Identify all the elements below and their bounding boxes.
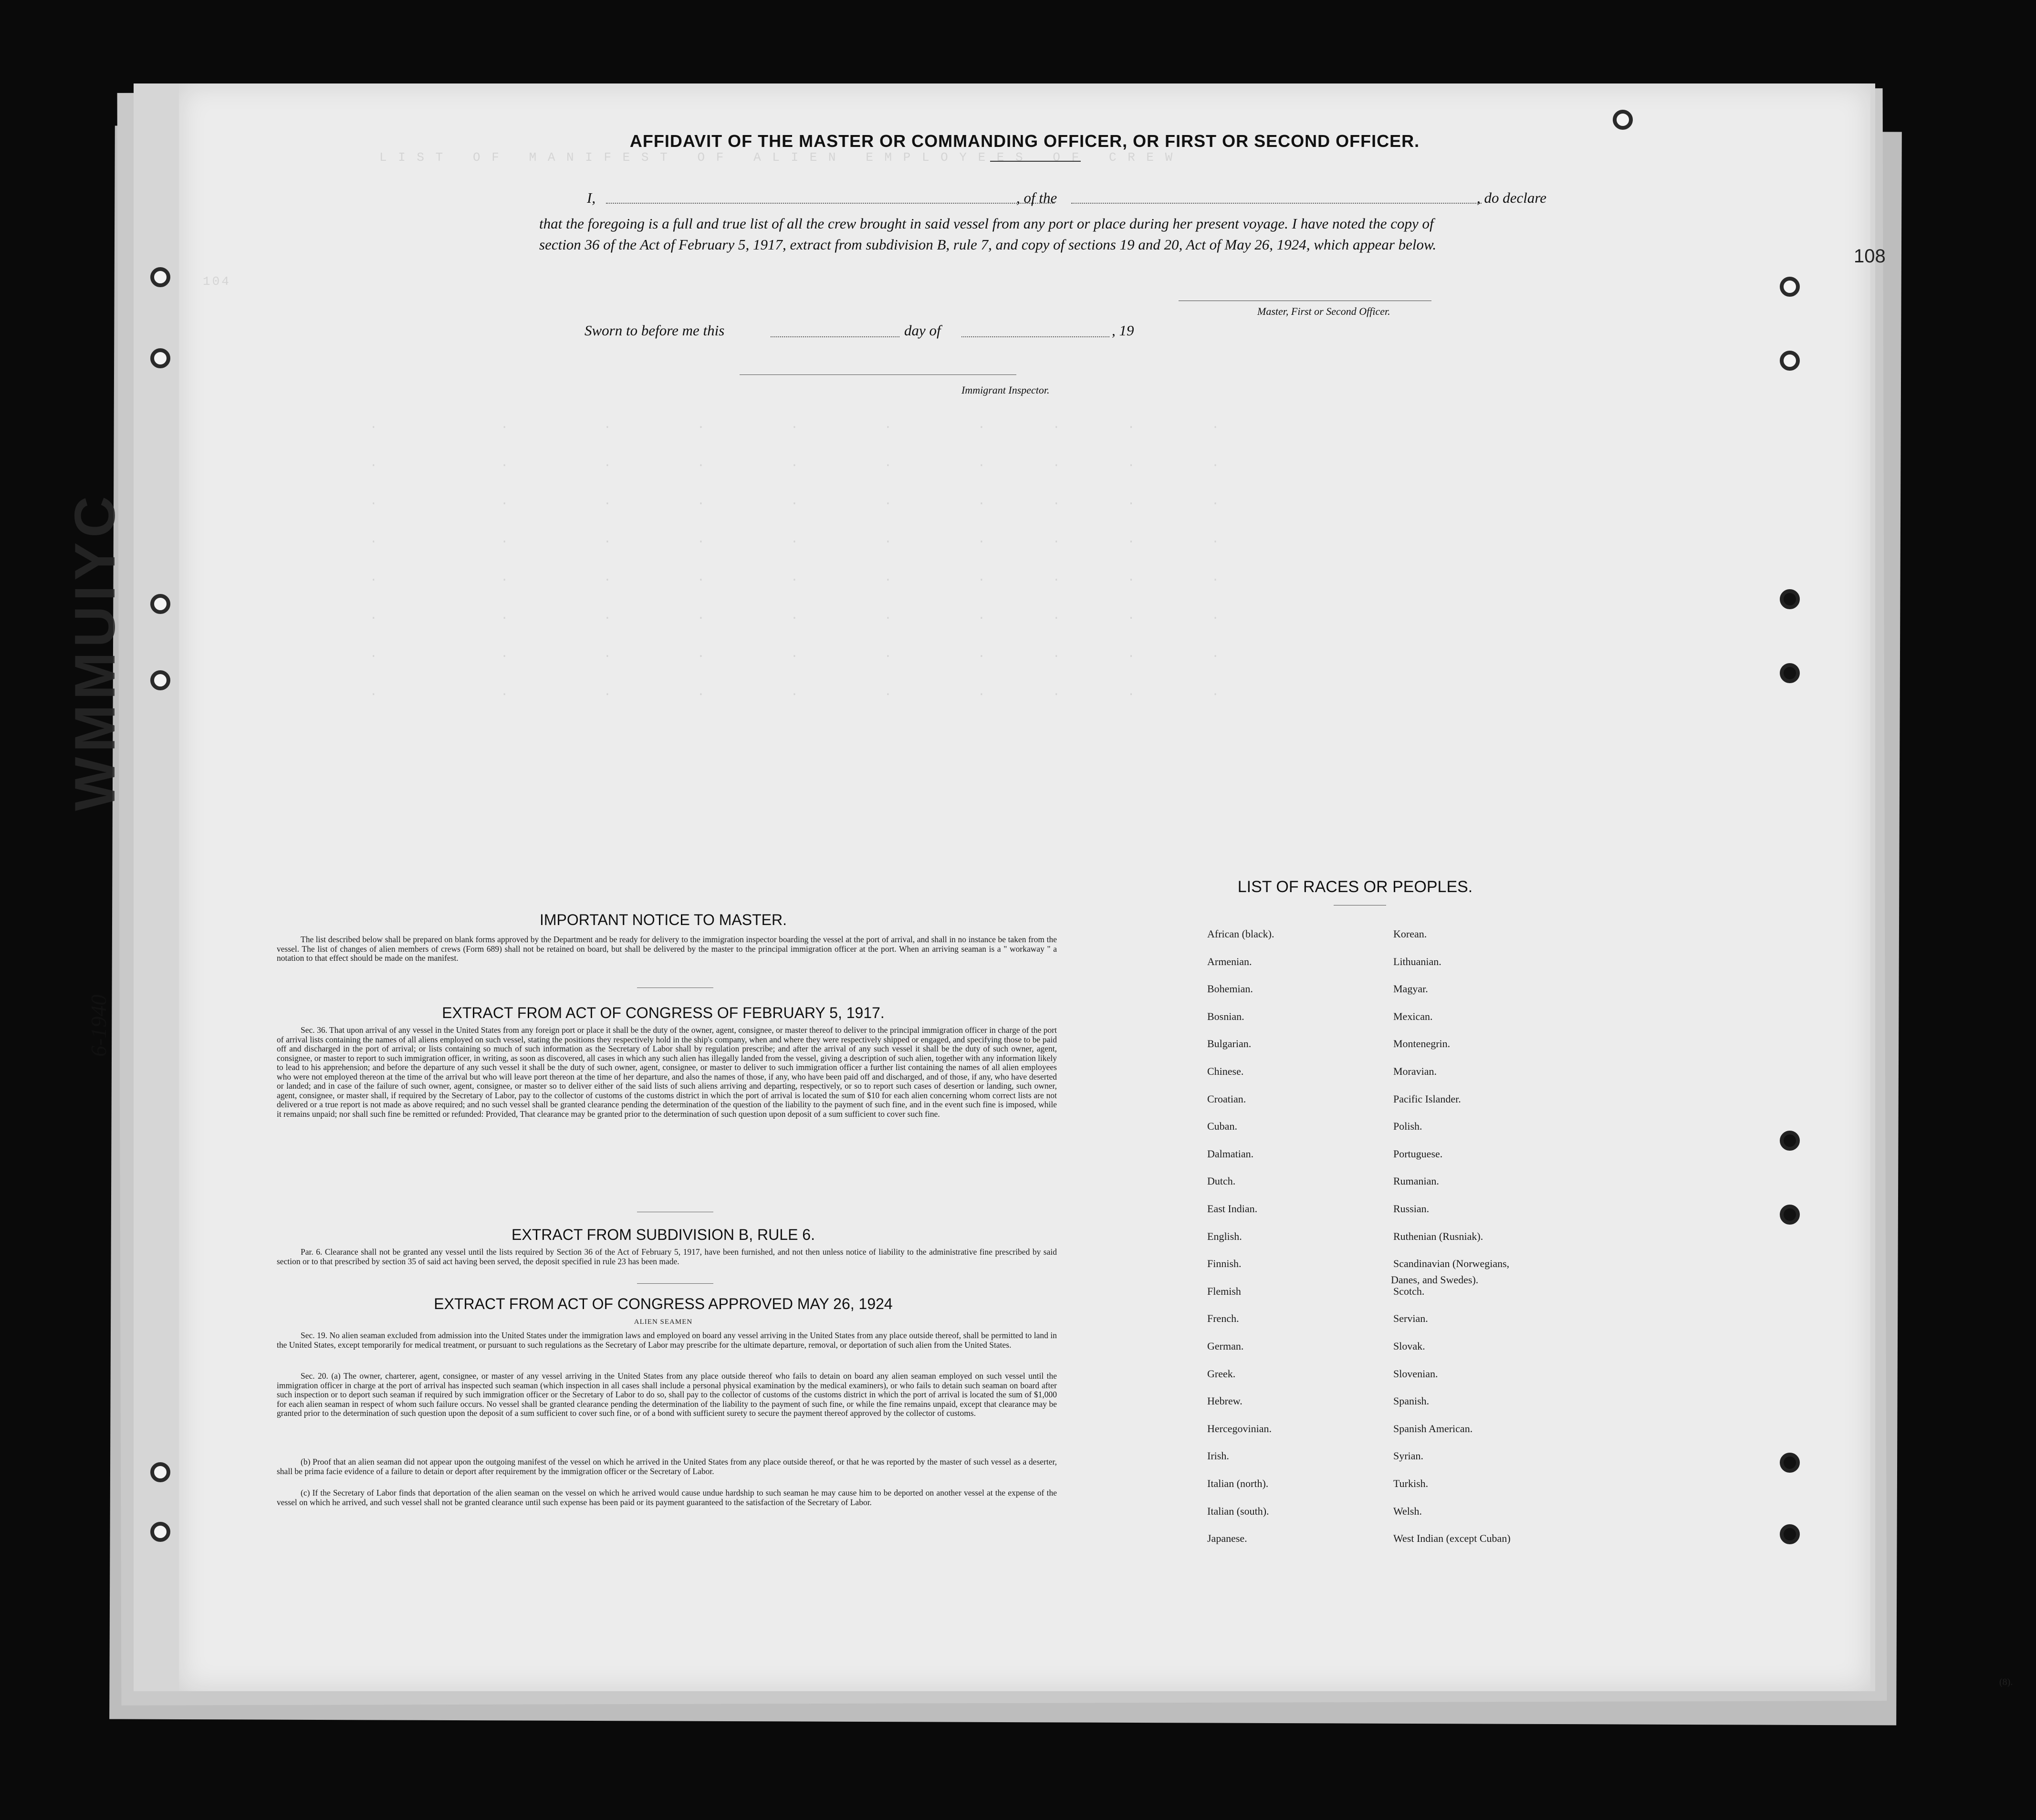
race-item: West Indian (except Cuban) (1393, 1532, 1511, 1544)
race-item: French. (1207, 1312, 1239, 1324)
manifest-page (179, 83, 2013, 1691)
race-item: Servian. (1393, 1312, 1428, 1324)
inspector-signature-line (740, 374, 1016, 375)
subdivision-b-text: Par. 6. Clearance shall not be granted any vessel until the lists required by Section 36 of the Act of February 5, 1917, have been furnished, and not then unless notice of liability to the administrative fine prescribed by said section or to that prescribed by section 35 of said act having been served, the deposit specified in rule 23 has been made. (277, 1247, 1057, 1266)
bleed-through: . . . . . . . . . . (370, 417, 1221, 432)
race-item: Moravian. (1393, 1065, 1437, 1077)
punch-hole (1780, 663, 1800, 683)
race-item: Montenegrin. (1393, 1038, 1451, 1050)
race-item: Bulgarian. (1207, 1038, 1252, 1050)
race-item: Irish. (1207, 1450, 1229, 1462)
sworn-label: Sworn to before me this (585, 322, 725, 339)
form-number: (8). (1999, 1677, 2013, 1687)
race-item: German. (1207, 1340, 1244, 1352)
punch-hole (1613, 110, 1633, 130)
race-item: Korean. (1393, 928, 1427, 940)
race-item: Magyar. (1393, 983, 1428, 995)
sec-20c-text: (c) If the Secretary of Labor finds that deportation of the alien seaman on the vessel on which he arrived would cause undue hardship to such seaman he may cause him to be deported on another vessel at the expense of the vessel on which he arrived, and such vessel shall not be granted clearance until such expense has been paid or its payment guaranteed to the satisfaction of the Secretary of Labor. (277, 1488, 1057, 1507)
affidavit-line-end: , do declare (1477, 189, 1547, 206)
race-item: East Indian. (1207, 1203, 1258, 1215)
race-item: Portuguese. (1393, 1148, 1443, 1160)
day-blank (771, 336, 899, 337)
race-item: Flemish (1207, 1285, 1241, 1297)
bleed-through: . . . . . . . . . . (370, 608, 1221, 623)
day-of-label: day of (904, 322, 941, 339)
race-item-continuation: Danes, and Swedes). (1391, 1274, 1479, 1286)
officer-caption: Master, First or Second Officer. (1257, 305, 1390, 317)
affidavit-line-start: I, (587, 189, 596, 206)
side-stamp: WMMUIYC (63, 491, 127, 811)
notice-text: The list described below shall be prepared on blank forms approved by the Department and be ready for delivery to the immigration inspector boarding the vessel at the port of arrival, and shall in no instance be taken from the vessel. The list of changes of alien members of crews (Form 689) shall not be retained on board, but shall be delivered by the master to the principal immigration officer at the port. When an arriving seaman is a " workaway " a notation to that effect should be made on the manifest. (277, 935, 1057, 963)
punch-hole (150, 1462, 170, 1482)
bleed-through: L I S T O F M A N I F E S T O F A L I E N E M P L O Y E E S O F C R E W (379, 150, 1175, 165)
race-item: Japanese. (1207, 1532, 1247, 1544)
bleed-through: . . . . . . . . . . (370, 494, 1221, 508)
punch-hole (1780, 1453, 1800, 1473)
punch-hole (1780, 589, 1800, 609)
section-rule (637, 1283, 713, 1284)
race-item: Greek. (1207, 1368, 1236, 1380)
race-item: Mexican. (1393, 1010, 1433, 1022)
affidavit-body: that the foregoing is a full and true list of all the crew brought in said vessel from any port or place during her present voyage. I have noted the copy of section 36 of the Act of February 5, 1917, extract from subdivision B, rule 7, and copy of sections 19 and 20, Act of May 26, 1924, which appear below. (539, 215, 1437, 253)
race-item: Turkish. (1393, 1477, 1429, 1489)
name-blank (606, 203, 1055, 204)
race-item: Lithuanian. (1393, 956, 1441, 967)
affidavit-line-mid: , of the (1016, 189, 1057, 206)
vessel-blank (1071, 203, 1482, 204)
race-item: Polish. (1393, 1120, 1422, 1132)
bleed-through: . . . . . . . . . . (370, 685, 1221, 699)
year-label: , 19 (1112, 322, 1134, 339)
race-item: Finnish. (1207, 1258, 1242, 1269)
race-item: Rumanian. (1393, 1175, 1439, 1187)
affidavit-heading: AFFIDAVIT OF THE MASTER OR COMMANDING OFFICER, OR FIRST OR SECOND OFFICER. (629, 131, 1420, 151)
race-item: Cuban. (1207, 1120, 1237, 1132)
race-item: Spanish American. (1393, 1423, 1473, 1435)
bleed-through: . . . . . . . . . . (370, 532, 1221, 546)
bleed-through: . . . . . . . . . . (370, 456, 1221, 470)
sec-20b-text: (b) Proof that an alien seaman did not appear upon the outgoing manifest of the vessel on which he arrived in the United States from any place outside thereof, or that he was reported by the master of such vessel as a deserter, shall be prima facie evidence of a failure to detain or deport after requirement by the immigration officer or the Secretary of Labor. (277, 1457, 1057, 1476)
month-blank (961, 336, 1109, 337)
punch-hole (150, 670, 170, 690)
sec-19-text: Sec. 19. No alien seaman excluded from admission into the United States under the immigration laws and employed on board any vessel arriving in the United States from any place outside thereof, shall be permitted to land in the United States, except temporarily for medical treatment, or pursuant to such regulations as the Secretary of Labor may prescribe for the ultimate departure, removal, or deportation of such alien from the United States. (277, 1331, 1057, 1350)
alien-seamen-subheading: ALIEN SEAMEN (634, 1318, 693, 1326)
race-item: Spanish. (1393, 1395, 1430, 1407)
extract-1924-heading: EXTRACT FROM ACT OF CONGRESS APPROVED MAY 26, 1924 (434, 1295, 893, 1312)
race-item: Pacific Islander. (1393, 1093, 1461, 1105)
sec-20a-text: Sec. 20. (a) The owner, charterer, agent, consignee, or master of any vessel arriving in the United States from any place outside thereof who fails to detain on board any alien seaman employed on such vessel until the immigration officer in charge at the port of arrival has inspected such seaman (which inspection in all cases shall include a personal physical examination by the medical examiners), or who fails to detain such seaman on board after such inspection or to deport such seaman if required by such immigration officer or the Secretary of Labor to do so, shall pay to the collector of customs of the customs district in which the port of arrival is located the sum of $1,000 for each alien seaman in respect of whom such failure occurs. No vessel shall be granted clearance pending the determination of the liability to the payment of such fine, or while the fine remains unpaid, except that clearance may be granted prior to the determination of such question upon the deposit of a sum sufficient to cover such fine, or of a bond with sufficient surety to secure the payment thereof approved by the collector of customs. (277, 1371, 1057, 1418)
race-item: Italian (north). (1207, 1477, 1269, 1489)
race-item: Armenian. (1207, 956, 1252, 967)
punch-hole (1780, 1205, 1800, 1225)
margin-handwritten-note: 6-1940 (86, 994, 111, 1057)
punch-hole (150, 594, 170, 614)
race-item: Italian (south). (1207, 1505, 1269, 1517)
race-item: Slovak. (1393, 1340, 1425, 1352)
extract-1917-text: Sec. 36. That upon arrival of any vessel in the United States from any foreign port or place it shall be the duty of the owner, agent, consignee, or master thereof to deliver to the principal immigration officer in charge of the port of arrival lists containing the names of all aliens employed on such vessel, stating the positions they respectively hold in the ship's company, when and where they were respectively shipped or engaged, and specifying those to be paid off and discharged in the port of arrival; or lists containing so much of such information as the Secretary of Labor shall by regulation prescribe; and after the arrival of any such vessel it shall be the duty of such owner, agent, consignee, or master to report to such immigration officer, in writing, as soon as discovered, all cases in which any such alien has illegally landed from the vessel, giving a description of such alien, together with any information likely to lead to his apprehension; and before the departure of any such vessel it shall be the duty of such owner, agent, consignee, or master to deliver to such immigration officer a further list containing the names of all alien employees who were not employed thereon at the time of the arrival but who will leave port thereon at the time of her departure, and also the names of those, if any, who have been paid off and discharged, and of those, if any, who have deserted or landed; and in case of the failure of such owner, agent, consignee, or master so to deliver either of the said lists of such aliens arriving and departing, respectively, or so to report such cases of desertion or landing, such owner, agent, consignee, or master shall, if required by the Secretary of Labor, pay to the collector of customs of the customs district in which the port of arrival is located the sum of $10 for each alien concerning whom correct lists are not delivered or a true report is not made as above required; and no such vessel shall be granted clearance pending the determination of the question of the liability to the payment of such fine, and in the event such fine is imposed, while it remains unpaid; nor shall such fine be remitted or refunded: Provided, That clearance may be granted prior to the determination of such question upon deposit of a sum sufficient to cover such fine. (277, 1025, 1057, 1119)
punch-hole (150, 1522, 170, 1542)
punch-hole (150, 348, 170, 368)
race-item: Chinese. (1207, 1065, 1244, 1077)
race-item: Slovenian. (1393, 1368, 1438, 1380)
bleed-through: . . . . . . . . . . (370, 570, 1221, 584)
punch-hole (1780, 1524, 1800, 1544)
race-item: Dutch. (1207, 1175, 1236, 1187)
race-item: Croatian. (1207, 1093, 1246, 1105)
race-item: Bosnian. (1207, 1010, 1244, 1022)
extract-1917-heading: EXTRACT FROM ACT OF CONGRESS OF FEBRUARY 5, 1917. (442, 1004, 885, 1021)
page-number: 108 (1854, 246, 1886, 267)
punch-hole (150, 267, 170, 287)
punch-hole (1780, 1131, 1800, 1151)
bleed-through: . . . . . . . . . . (370, 646, 1221, 661)
race-item: African (black). (1207, 928, 1274, 940)
race-item: Bohemian. (1207, 983, 1253, 995)
punch-hole (1780, 351, 1800, 371)
races-heading: LIST OF RACES OR PEOPLES. (1237, 878, 1473, 896)
race-item: Hercegovinian. (1207, 1423, 1272, 1435)
heading-rule (990, 161, 1081, 162)
bleed-through: 104 (203, 274, 231, 289)
race-item: Dalmatian. (1207, 1148, 1254, 1160)
punch-hole (1780, 277, 1800, 297)
race-item: Scotch. (1393, 1285, 1425, 1297)
race-item: Scandinavian (Norwegians, (1393, 1258, 1510, 1269)
race-item: Russian. (1393, 1203, 1430, 1215)
race-item: Hebrew. (1207, 1395, 1242, 1407)
race-item: English. (1207, 1230, 1242, 1242)
subdivision-b-heading: EXTRACT FROM SUBDIVISION B, RULE 6. (512, 1226, 815, 1243)
race-item: Ruthenian (Rusniak). (1393, 1230, 1483, 1242)
notice-heading: IMPORTANT NOTICE TO MASTER. (540, 911, 787, 928)
inspector-caption: Immigrant Inspector. (961, 384, 1050, 396)
race-item: Syrian. (1393, 1450, 1423, 1462)
race-item: Welsh. (1393, 1505, 1422, 1517)
